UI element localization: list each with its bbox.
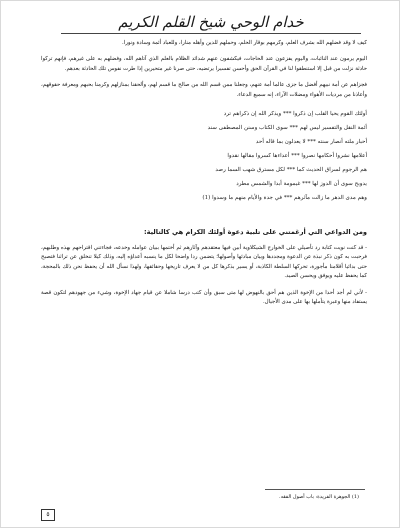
page-content: [41, 39, 367, 314]
poem-verse: أولئك القوم يحيا القلب إن ذكروا *** ويذكر الله إن ذكراهم ترد: [223, 111, 367, 118]
footnote: (1) الجوهرة الفريدة: باب أصول الفقه.: [278, 494, 359, 500]
page-number: ٥: [41, 509, 55, 521]
header-divider: [61, 33, 361, 34]
page-header: [61, 9, 361, 35]
footnote-divider: [265, 489, 365, 490]
paragraph: فجزاهم عن أمة نبيهم أفضل ما جزى عالما أمة عنهم، وجعلنا ممن قسم الله من صالح ما قسم لهم، وألحقنا بمنازلهم وكرمنا بحبهم ومعرفة حقوقهم، وأعاذنا من مرديات الأهواء ومضلات الآراء، إنه سميع الدعاء.: [41, 82, 367, 98]
poem-verse: وهم مدى الدهر ما زالت مآثرهم *** في جدة والأيام منهم ما وسدوا (1): [202, 195, 367, 202]
paragraph: - قد كنت نويت كتابة رد تأصيلي على الخوارج الشيكلاوية أبين فيها معتقدهم وآثارهم ثم أختمها ببيان عوامله وخدعه، فجاءتني اقتراحهم بهذه وطلبهم، فرحبت به كون ذكر نبذة عن الدعوة ومجددها وبيان مبادئها وأصولها؛ يتضمن ردا واضحا لكل ما ينسبه أعداؤه إليه، وذلك كيلا تنخلق عن تراثنا فتصبح حتى بدائيا أقلامنا مأجورة، تحركها السلطة الكاذبة، أو يسير بذكرها كل من لا يعرف تاريخها وحقائقها، ولهذا نسأل الله أن يحفظ نحن ذلك بالمحجة، كما يحفظ عليه ويوفق ويحسن الصيد.: [41, 245, 367, 280]
poem-verse: يدوبح سوى أن الدوز لها *** غيمومة أبدا والشمس مطرد: [236, 181, 367, 188]
header-title: خدام الوحي شيخ القلم الكريم: [118, 13, 304, 31]
paragraph: اليوم يرمون عند النائبات، واليوم يفزعون عند الحاجات، فيكشفون عنهم شدائد الظلام بالعلم الذي آتاهم الله، وفضلهم به على غيرهم، فإنهم تركوا حادثة نزلت من قبل إلا استنطقوا لنا في القرآن الحق وأحسن تفسيرا يرتضيه، حتى صرنا غير متحيرين إذا طرت نفوس تلك الحادثة بعدهم.: [41, 56, 367, 72]
paragraph: كيف لا وقد فضلهم الله بشرف العلم، وكرمهم بوقار الحلم، وحملهم للدين وأهله منارا، وللعباد أئمة وسادة ونورا.: [122, 40, 367, 46]
poem-verse: أعلامها نشروا أحكامها نصروا *** أعداءها كسروا مقالها نقدوا: [227, 153, 367, 160]
poem-verse: أحبار ملته أنصار سنته *** لا يعدلون بما قاله أحد: [255, 139, 367, 146]
poem-verse: هم الرجوم لسراق الحديث كما *** لكل مسترق شهب السما رصد: [215, 167, 367, 174]
section-heading: ومن الدواعي التي أرغمتني على تلبية دعوة أولئك الكرام هي كالتالية:: [143, 228, 367, 237]
poem: [41, 107, 367, 205]
poem-verse: أئمة النقل والتفسير ليس لهم *** سوى الكتاب وسنن المصطفى سند: [207, 125, 367, 132]
paragraph: - لأني لم أجد أحدا من الإخوة الذين هم أحق بالنهوض لها متى سبق وأن كتب درسا شاملا عن قيام جهاد الإخوة، وشيء من جهودهم لتكون قصة يستفاد منها وعبرة يتأملها بها على مدى الأجيال.: [41, 289, 367, 306]
